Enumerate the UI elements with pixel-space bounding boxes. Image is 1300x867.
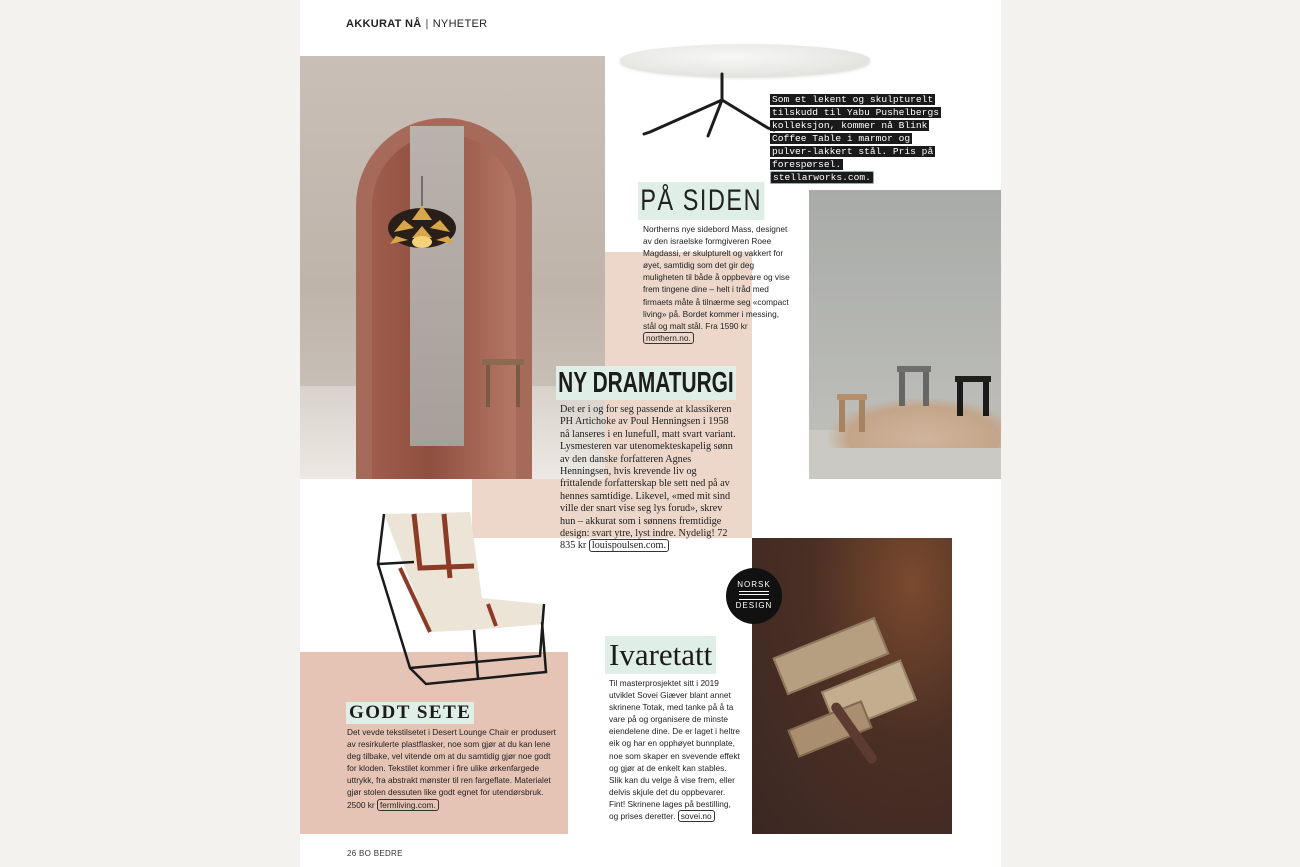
badge-line1: NORSK (737, 580, 771, 589)
sovei-link[interactable]: sovei.no (678, 810, 715, 822)
badge-line2: DESIGN (735, 601, 773, 610)
section-label: AKKURAT NÅ (346, 18, 422, 30)
northern-link[interactable]: northern.no. (643, 332, 694, 344)
pendant-lamp-icon (382, 176, 462, 258)
coffee-table-legs-icon (640, 70, 780, 140)
fermliving-link[interactable]: fermliving.com. (377, 799, 439, 811)
page-header (346, 18, 487, 30)
ny-dramaturgi-body: Det er i og for seg passende at klassikeren PH Artichoke av Poul Henningsen i 1958 nå lanseres i en lunefull, matt svart variant. Lysmesteren var utenomekteskapelig sønn av den danske forfatteren Agnes Henningsen, hvis krevende liv og frittalende forfatterskap ble sett ned på av hennes samtidige. Likevel, «med mit sind ville der snart vise seg lys forud», skrev hun – akkurat som i sønnens fremtidige design: svart ytre, lyst indre. Nydelig! 72 835 kr (560, 404, 736, 552)
coffee-table-caption (770, 93, 952, 184)
paa-siden-body: Northerns nye sidebord Mass, designet av den israelske formgiveren Roee Magdassi, er skulpturelt og vakkert for øyet, samtidig som det gir deg muligheten til både å oppbevare og vise frem tingene dine – helt i tråd med firmaets måte å tilnærme seg «compact living» på. Bordet kommer i messing, stål og malt stål. Fra 1590 kr (643, 224, 790, 331)
subsection-label: NYHETER (432, 18, 488, 30)
heading-ny-dramaturgi: NY DRAMATURGI (556, 366, 736, 400)
text-paa-siden (643, 223, 793, 344)
photo-mass-side-tables (809, 190, 1001, 479)
heading-paa-siden: PÅ SIDEN (638, 182, 764, 220)
desert-lounge-chair-icon (370, 508, 560, 698)
norsk-design-badge (726, 568, 782, 624)
badge-lines-icon (739, 591, 769, 600)
godt-sete-body: Det vevde tekstilsetet i Desert Lounge Chair er produsert av resirkulerte plastflasker, noe som gjør at du kan lene deg tilbake, vel vitende om at du samtidig gjør noe godt for kloden. Tekstilet kommer i fire ulike ørkenfargede uttrykk, fra abstrakt mønster til ren fargeflate. Materialet gjør stolen dessuten like godt egnet for utendørsbruk. 2500 kr (347, 727, 556, 810)
text-godt-sete (347, 726, 557, 811)
coffee-table-caption-text: Som et lekent og skulpturelt tilskudd til Yabu Pushelbergs kolleksjon, kommer nå Blink Coffee Table i marmor og pulver-lakkert stål. Pris på forespørsel. (772, 94, 939, 170)
stellarworks-link[interactable]: stellarworks.com. (770, 171, 874, 184)
magazine-name: BO BEDRE (359, 849, 403, 858)
text-ivaretatt (609, 677, 741, 822)
heading-godt-sete: GODT SETE (346, 702, 474, 724)
page-number: 26 (347, 849, 357, 858)
louispoulsen-link[interactable]: louispoulsen.com. (589, 539, 669, 552)
photo-totak-boxes (752, 538, 952, 834)
magazine-page (300, 0, 1001, 867)
ivaretatt-body: Til masterprosjektet sitt i 2019 utviklet Sovei Giæver blant annet skrinene Totak, med tanke på å ta vare på og organisere de minste eiendelene dine. De er laget i heltre eik og har en opphøyet bunnplate, noe som skaper en svevende effekt og gjør at de enkelt kan stables. Slik kan du velge å vise frem, eller delvis skjule det du oppbevarer. Fint! Skrinene lages på bestilling, og prises deretter. (609, 678, 740, 822)
heading-ivaretatt: Ivaretatt (605, 636, 716, 674)
page-footer (347, 849, 403, 858)
text-ny-dramaturgi (560, 404, 738, 553)
side-tables-icon (829, 360, 999, 440)
header-separator: | (425, 18, 429, 30)
